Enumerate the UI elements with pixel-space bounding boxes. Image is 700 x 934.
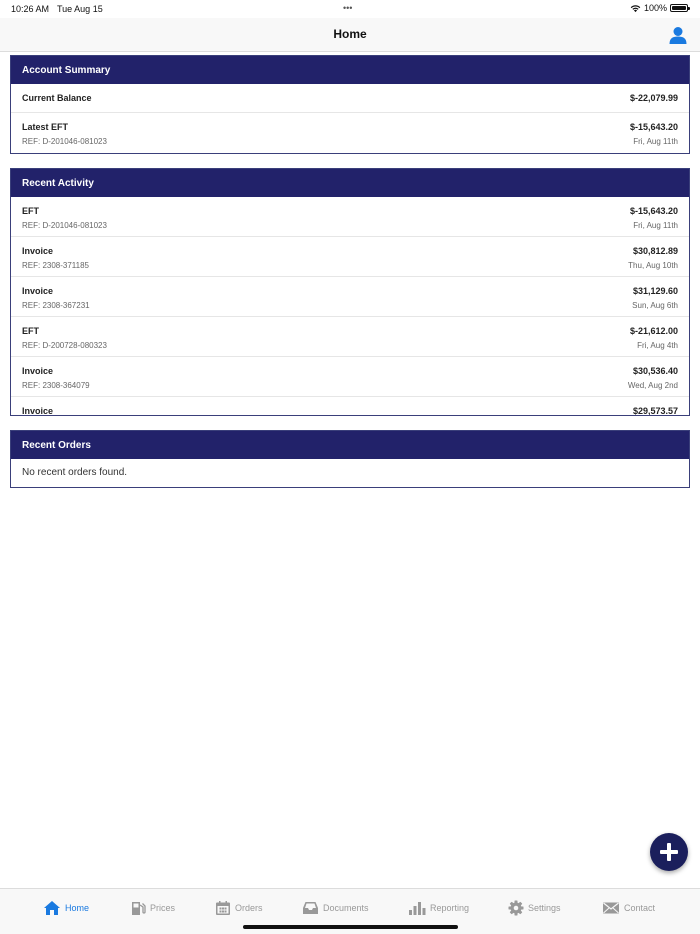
tab-prices[interactable]: [130, 899, 175, 917]
tab-reporting[interactable]: [408, 899, 469, 917]
activity-list[interactable]: [11, 197, 689, 415]
gear-icon: [508, 900, 524, 916]
current-balance-row[interactable]: [11, 84, 689, 113]
activity-ref: REF: D-200728-080323: [22, 341, 107, 350]
activity-amount: $31,129.60: [632, 286, 678, 296]
status-time: 10:26 AM: [11, 4, 50, 14]
activity-amount: $-15,643.20: [629, 206, 678, 216]
tab-orders[interactable]: [215, 899, 263, 917]
activity-ref: REF: 2308-367231: [22, 301, 90, 310]
add-button[interactable]: [650, 833, 688, 871]
activity-type: Invoice: [22, 406, 54, 415]
activity-type: Invoice: [22, 246, 54, 256]
latest-eft-date: Fri, Aug 11th: [633, 137, 678, 146]
inbox-icon: [302, 900, 319, 916]
recent-orders-empty: No recent orders found.: [22, 467, 128, 478]
activity-ref: REF: 2308-371185: [22, 261, 90, 270]
status-right: [630, 3, 688, 13]
activity-date: Wed, Aug 2nd: [627, 381, 678, 390]
tab-home[interactable]: [43, 899, 89, 917]
status-bar: [0, 0, 700, 18]
activity-type: Invoice: [22, 286, 54, 296]
activity-ref: REF: 2308-364079: [22, 381, 90, 390]
recent-orders-card: [10, 430, 690, 488]
current-balance-value: $-22,079.99: [629, 93, 678, 103]
home-icon: [43, 900, 61, 916]
list-item[interactable]: [11, 357, 689, 397]
activity-date: Thu, Aug 10th: [628, 261, 678, 270]
activity-date: Fri, Aug 4th: [637, 341, 678, 350]
current-balance-label: Current Balance: [22, 93, 92, 103]
person-icon[interactable]: [668, 25, 688, 45]
tab-label: Orders: [235, 903, 263, 913]
tab-documents[interactable]: [302, 899, 369, 917]
latest-eft-row[interactable]: [11, 113, 689, 153]
status-date: Tue Aug 15: [57, 4, 103, 14]
latest-eft-label: Latest EFT: [22, 122, 69, 132]
home-indicator[interactable]: [243, 925, 458, 929]
calendar-icon: [215, 900, 231, 916]
activity-date: Fri, Aug 11th: [633, 221, 678, 230]
tab-label: Settings: [528, 903, 561, 913]
bar-chart-icon: [408, 900, 426, 916]
multitasking-dots[interactable]: •••: [343, 3, 353, 13]
recent-activity-card: [10, 168, 690, 416]
recent-orders-header: Recent Orders: [11, 431, 689, 459]
tab-settings[interactable]: [508, 899, 561, 917]
nav-bar: [0, 18, 700, 52]
activity-type: EFT: [22, 206, 39, 216]
list-item[interactable]: [11, 197, 689, 237]
activity-type: Invoice: [22, 366, 54, 376]
envelope-icon: [602, 901, 620, 915]
account-summary-card: [10, 55, 690, 154]
tab-label: Reporting: [430, 903, 470, 913]
list-item[interactable]: [11, 277, 689, 317]
tab-label: Documents: [323, 903, 369, 913]
tab-label: Prices: [150, 903, 176, 913]
battery-icon: [670, 4, 688, 12]
activity-type: EFT: [22, 326, 39, 336]
activity-amount: $30,536.40: [632, 366, 678, 376]
tab-label: Home: [65, 903, 90, 913]
latest-eft-amount: $-15,643.20: [629, 122, 678, 132]
account-summary-header: Account Summary: [11, 56, 689, 84]
tab-label: Contact: [624, 903, 656, 913]
activity-amount: $29,573.57: [632, 406, 678, 415]
list-item[interactable]: [11, 397, 689, 415]
latest-eft-ref: REF: D-201046-081023: [22, 137, 107, 146]
activity-amount: $-21,612.00: [629, 326, 678, 336]
wifi-icon: [630, 4, 641, 13]
battery-percent: 100%: [643, 3, 667, 13]
list-item[interactable]: [11, 237, 689, 277]
list-item[interactable]: [11, 317, 689, 357]
recent-activity-header: Recent Activity: [11, 169, 689, 197]
fuel-pump-icon: [130, 900, 146, 916]
tab-contact[interactable]: [602, 899, 655, 917]
activity-ref: REF: D-201046-081023: [22, 221, 107, 230]
page-title: Home: [333, 27, 367, 41]
activity-amount: $30,812.89: [632, 246, 678, 256]
activity-date: Sun, Aug 6th: [632, 301, 678, 310]
